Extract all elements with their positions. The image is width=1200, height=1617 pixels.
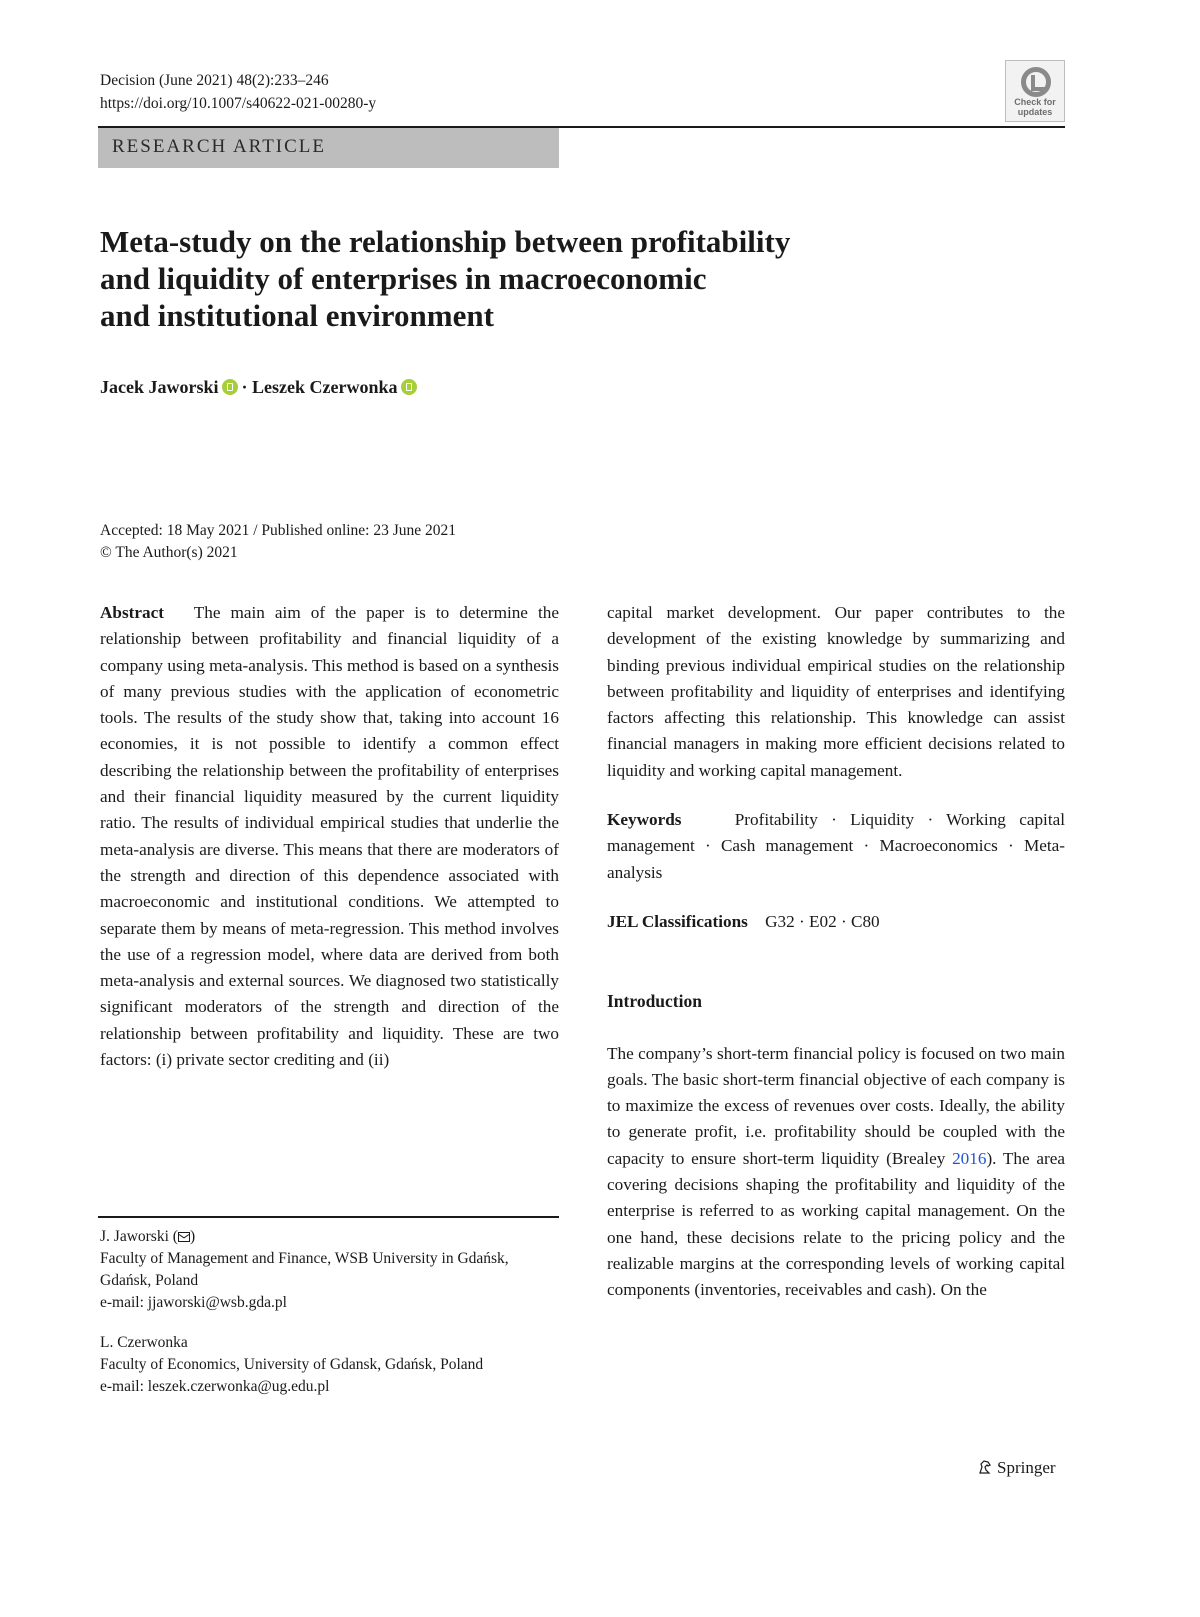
author-name-2[interactable]: Leszek Czerwonka [252,377,398,397]
abstract-continuation: capital market development. Our paper contributes to the development of the existing knowledge by summarizing and binding previous individual empirical studies on the relationship between profitability and liquidity of enterprises and identifying factors affecting this relationship. This knowledge can assist financial managers in making more efficient decisions related to liquidity and working capital management. [607,603,1065,780]
copyright-line: © The Author(s) 2021 [100,544,238,561]
affiliation-author-name: L. Czerwonka [100,1334,188,1351]
introduction-paragraph [607,1041,1065,1304]
abstract-label: Abstract [100,603,164,622]
author-name-1[interactable]: Jacek Jaworski [100,377,219,397]
affiliation-block-1 [100,1226,559,1314]
affiliation-institution: Faculty of Economics, University of Gdansk, Gdańsk, Poland [100,1356,484,1373]
jel-text: G32 · E02 · C80 [765,911,880,931]
paren-open: ( [168,1228,178,1245]
section-heading-introduction: Introduction [607,991,702,1012]
affiliation-rule [98,1216,559,1218]
affiliation-block-2 [100,1332,559,1398]
affiliation-author-line [100,1226,559,1248]
paren-close: ) [189,1228,196,1245]
author-separator: · [241,377,248,397]
orcid-icon[interactable] [222,379,238,395]
title-line-3: and institutional environment [100,298,494,333]
affiliation-email[interactable]: e-mail: jjaworski@wsb.gda.pl [100,1294,287,1311]
keywords-label: Keywords [607,810,682,830]
orcid-icon[interactable] [401,379,417,395]
check-for-updates-badge[interactable] [1005,60,1065,122]
affiliation-author-name: J. Jaworski [100,1228,169,1245]
springer-horse-icon [977,1459,993,1475]
article-title [100,223,1000,334]
jel-paragraph [607,909,1065,935]
intro-text-part-1: The company’s short-term financial policy is focused on two main goals. The basic short-term financial objective of each company is to maximize the excess of revenues over costs. Ideally, the ability to generate profit, i.e. profitability should be coupled with the capacity to ensure short-term liquidity (Brealey [607,1043,1065,1168]
left-column [100,600,559,1073]
abstract-paragraph [100,600,559,1073]
doi-link[interactable]: https://doi.org/10.1007/s40622-021-00280-y [100,95,377,112]
keywords-text: Profitability · Liquidity · Working capital management · Cash management · Macroeconomics · Meta-analysis [607,810,1065,882]
citation-link[interactable]: 2016 [952,1148,987,1168]
journal-citation: Decision (June 2021) 48(2):233–246 [100,72,329,89]
abstract-text-left: The main aim of the paper is to determine the relationship between profitability and financial liquidity of a company using meta-analysis. This method is based on a synthesis of many previous studies with the application of econometric tools. The results of the study show that, taking into account 16 economies, it is not possible to identify a common effect describing the relationship between the profitability of enterprises and their financial liquidity measured by the current liquidity ratio. The results of individual empirical studies that underlie the meta-analysis are diverse. This means that there are moderators of the strength and direction of this dependence associated with macroeconomic and institutional conditions. We attempted to separate them by means of meta-regression. This method involves the use of a regression model, where data are derived from both meta-analysis and external sources. We diagnosed two statistically significant moderators of the strength and direction of the relationship between profitability and liquidity. These are two factors: (i) private sector crediting and (ii) [100,603,559,1070]
keywords-paragraph [607,807,1065,886]
affiliation-email[interactable]: e-mail: leszek.czerwonka@ug.edu.pl [100,1378,330,1395]
title-line-1: Meta-study on the relationship between profitability [100,224,791,259]
publisher-name: Springer [997,1458,1056,1477]
dates-line: Accepted: 18 May 2021 / Published online: 23 June 2021 [100,522,457,539]
author-list [100,375,421,399]
right-column [607,600,1065,1304]
article-type-banner [98,128,559,168]
publisher-logo [977,1456,1056,1480]
publication-dates [100,520,456,564]
jel-label: JEL Classifications [607,911,748,931]
intro-text-part-2: ). The area covering decisions shaping the profitability and liquidity of the enterprise is referred to as working capital management. On the one hand, these decisions relate to the pricing policy and the realizable margins at the corresponding levels of working capital components (inventories, receivables and cash). On the [607,1148,1065,1300]
envelope-icon[interactable] [178,1232,190,1242]
crossmark-label: Check for updates [1014,97,1056,117]
crossmark-icon [1021,67,1051,97]
affiliation-institution: Faculty of Management and Finance, WSB University in Gdańsk, Gdańsk, Poland [100,1250,509,1289]
title-line-2: and liquidity of enterprises in macroeconomic [100,261,707,296]
article-type-label: RESEARCH ARTICLE [112,136,327,157]
